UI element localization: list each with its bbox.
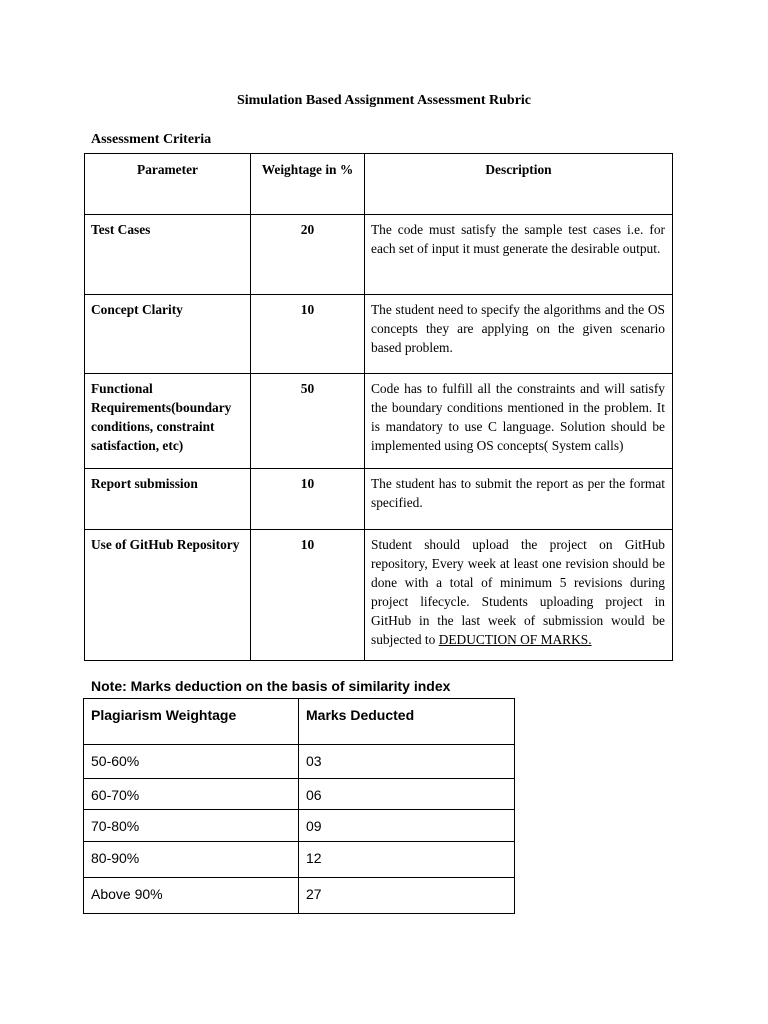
- table-row: [85, 530, 673, 661]
- note-heading: Note: Marks deduction on the basis of similarity index: [91, 678, 451, 694]
- table-row: [85, 374, 673, 469]
- plagiarism-range-cell: 50-60%: [84, 745, 299, 779]
- marks-deducted-cell: 27: [299, 878, 515, 914]
- description-column-header: Description: [365, 154, 673, 215]
- deduction-emphasis: DEDUCTION OF MARKS.: [438, 632, 592, 647]
- table-row: [84, 878, 515, 914]
- rubric-table: [84, 153, 673, 661]
- table-row: [84, 810, 515, 842]
- parameter-cell: Concept Clarity: [85, 295, 251, 374]
- plagiarism-range-cell: 60-70%: [84, 779, 299, 810]
- plagiarism-range-cell: Above 90%: [84, 878, 299, 914]
- table-row: [85, 295, 673, 374]
- plagiarism-header-row: [84, 699, 515, 745]
- parameter-cell: Use of GitHub Repository: [85, 530, 251, 661]
- weightage-cell: 20: [251, 215, 365, 295]
- weightage-column-header: Weightage in %: [251, 154, 365, 215]
- table-row: [85, 469, 673, 530]
- assessment-criteria-heading: Assessment Criteria: [91, 132, 212, 147]
- parameter-cell: Report submission: [85, 469, 251, 530]
- marks-deducted-cell: 06: [299, 779, 515, 810]
- description-cell: [365, 530, 673, 661]
- table-row: [84, 842, 515, 878]
- document-title: Simulation Based Assignment Assessment Rubric: [236, 93, 532, 108]
- marks-deducted-cell: 12: [299, 842, 515, 878]
- description-cell: The student need to specify the algorithms and the OS concepts they are applying on the given scenario based problem.: [365, 295, 673, 374]
- plagiarism-range-cell: 70-80%: [84, 810, 299, 842]
- table-row: [84, 745, 515, 779]
- weightage-cell: 50: [251, 374, 365, 469]
- description-cell: The code must satisfy the sample test cases i.e. for each set of input it must generate the desirable output.: [365, 215, 673, 295]
- marks-deducted-header: Marks Deducted: [299, 699, 515, 745]
- table-row: [84, 779, 515, 810]
- description-cell: The student has to submit the report as per the format specified.: [365, 469, 673, 530]
- plagiarism-weightage-header: Plagiarism Weightage: [84, 699, 299, 745]
- table-row: [85, 215, 673, 295]
- weightage-cell: 10: [251, 295, 365, 374]
- plagiarism-table: [83, 698, 515, 914]
- weightage-cell: 10: [251, 469, 365, 530]
- marks-deducted-cell: 09: [299, 810, 515, 842]
- parameter-cell: Test Cases: [85, 215, 251, 295]
- description-text: Student should upload the project on GitHub repository, Every week at least one revision should be done with a total of minimum 5 revisions during project lifecycle. Students uploading project in GitHub in the last week of submission would be subjected to: [371, 537, 665, 647]
- parameter-column-header: Parameter: [85, 154, 251, 215]
- parameter-cell: Functional Requirements(boundary conditions, constraint satisfaction, etc): [85, 374, 251, 469]
- description-cell: Code has to fulfill all the constraints and will satisfy the boundary conditions mentioned in the problem. It is mandatory to use C language. Solution should be implemented using OS concepts( System calls): [365, 374, 673, 469]
- weightage-cell: 10: [251, 530, 365, 661]
- rubric-header-row: [85, 154, 673, 215]
- plagiarism-range-cell: 80-90%: [84, 842, 299, 878]
- marks-deducted-cell: 03: [299, 745, 515, 779]
